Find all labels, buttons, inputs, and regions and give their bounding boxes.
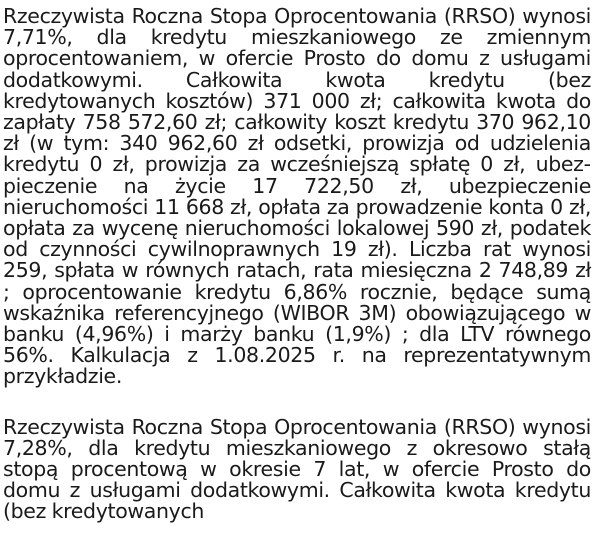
rrso-variable-rate-paragraph: Rzeczywista Roczna Stopa Oprocentowania (RRSO) wynosi 7,71%, dla kredytu mieszkaniowego ze zmiennym oprocentowaniem, w ofercie Prosto do domu z usługami dodatkowymi. Całkowita kwota kredytu (bez kredytowanych kosztów) 371 000 zł; całkowita kwota do zapłaty 758 572,60 zł; całkowity koszt kredytu 370 962,10 zł (w tym: 340 962,60 zł odsetki, prowizja od udzielenia kredytu 0 zł, prowizja za wcześniejszą spłatę 0 zł, ubezpieczenie na życie 17 722,50 zł, ubezpieczenie nieruchomości 11 668 zł, opłata za prowadzenie konta 0 zł, opłata za wycenę nieruchomości lokalowej 590 zł, podatek od czynności cywilnoprawnych 19 zł). Liczba rat wynosi 259, spłata w równych ratach, rata miesięczna 2 748,89 zł ; oprocentowanie kredytu 6,86% rocznie, będące sumą wskaźnika referencyjnego (WIBOR 3M) obowiązującego w banku (4,96%) i marży banku (1,9%) ; dla LTV równego 56%. Kalkulacja z 1.08.2025 r. na reprezentatywnym przykładzie.	[3, 4, 591, 389]
disclaimer-text	[3, 6, 591, 523]
rrso-fixed-rate-paragraph: Rzeczywista Roczna Stopa Oprocentowania (RRSO) wynosi 7,28%, dla kredytu mieszkaniowego z okresowo stałą stopą procentową w okresie 7 lat, w ofercie Prosto do domu z usługami dodatkowymi. Całkowita kwota kredytu (bez kredytowanych	[3, 414, 591, 524]
